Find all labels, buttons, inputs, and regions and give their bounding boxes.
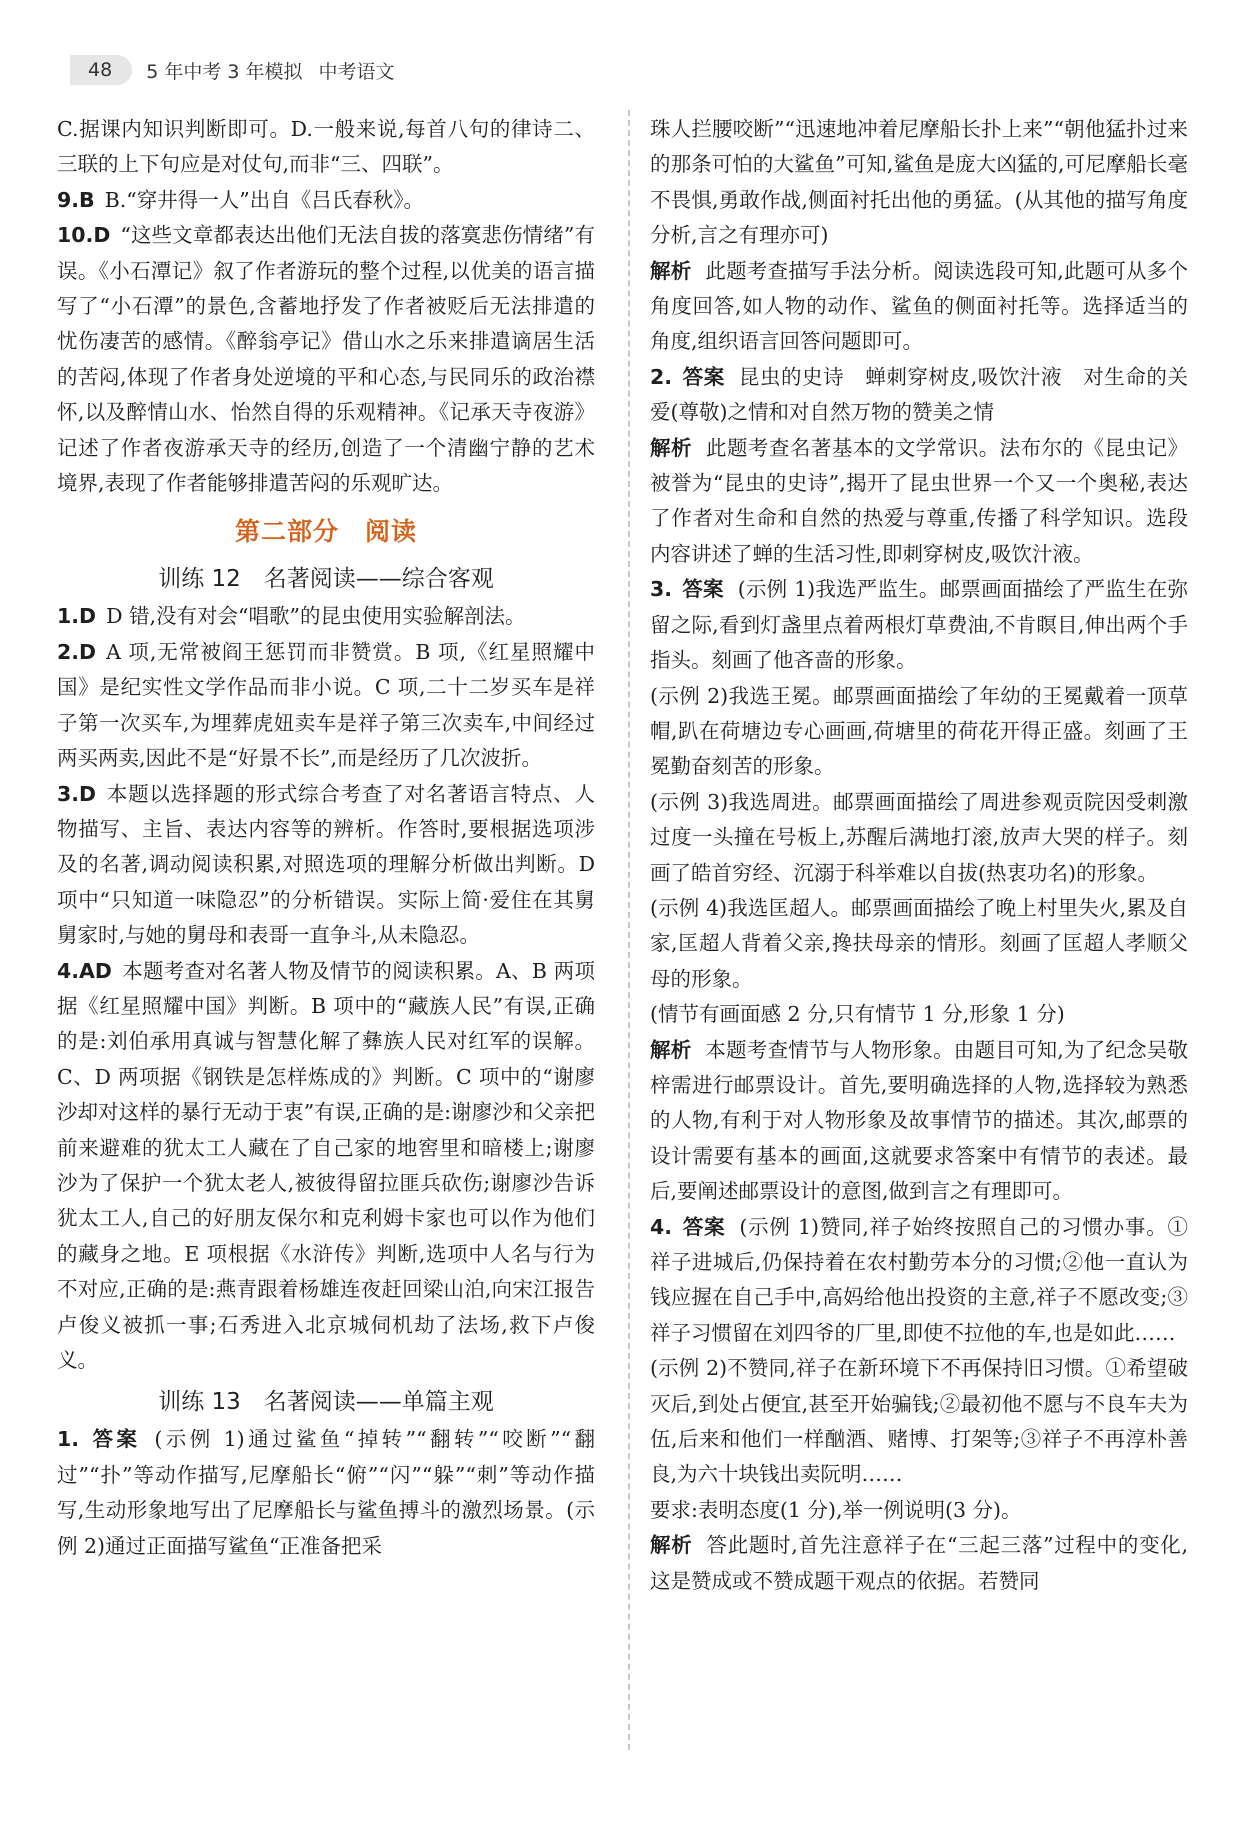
analysis-label: 解析	[650, 1533, 693, 1558]
subject-label: 中考语文	[318, 60, 395, 83]
answer-q2	[650, 360, 1188, 431]
page-number: 48	[70, 55, 132, 85]
answer-label: 答案	[682, 1214, 726, 1239]
answer-q10	[57, 218, 595, 501]
answer-q3-example-3: (示例 3)我选周进。邮票画面描绘了周进参观贡院因受刺激过度一头撞在号板上,苏醒后满地打滚,放声大哭的样子。刻画了皓首穷经、沉溺于科举难以自拔(热衷功名)的形象。	[650, 789, 1188, 885]
answer-number: 1.D	[57, 604, 97, 629]
training-12-q3	[57, 777, 595, 954]
answer-number: 9.B	[57, 187, 95, 212]
answer-q3-example-2: (示例 2)我选王冕。邮票画面描绘了年幼的王冕戴着一顶草帽,趴在荷塘边专心画画,荷塘里的荷花开得正盛。刻画了王冕勤奋刻苦的形象。	[650, 683, 1188, 779]
section-title: 第二部分 阅读	[234, 517, 417, 547]
analysis-label: 解析	[650, 435, 692, 460]
training-12-q4	[57, 954, 595, 1379]
answer-q9	[57, 183, 595, 218]
answer-q4-example-2: (示例 2)不赞同,祥子在新环境下不再保持旧习惯。①希望破灭后,到处占便宜,甚至开始骗钱;②最初他不愿与不良车夫为伍,后来和他们一样酗酒、赌博、打架等;③祥子不再淳朴善良,为六十块钱出卖阮明……	[650, 1356, 1188, 1487]
analysis-label: 解析	[650, 1037, 692, 1062]
answer-text: D 错,没有对会“唱歌”的昆虫使用实验解剖法。	[106, 604, 526, 629]
answer-number: 4.	[650, 1214, 673, 1239]
answer-label: 答案	[89, 1427, 141, 1452]
answer-q3-example-4: (示例 4)我选匡超人。邮票画面描绘了晚上村里失火,累及自家,匡超人背着父亲,搀扶母亲的情形。刻画了匡超人孝顺父母的形象。	[650, 895, 1188, 991]
analysis-text: 答此题时,首先注意祥子在“三起三落”过程中的变化,这是赞成或不赞成题干观点的依据。若赞同	[650, 1533, 1189, 1593]
answer-number: 1.	[57, 1427, 80, 1452]
right-column	[650, 112, 1188, 1599]
analysis-text: 此题考查描写手法分析。阅读选段可知,此题可从多个角度回答,如人物的动作、鲨鱼的侧面衬托等。选择适当的角度,组织语言回答问题即可。	[650, 258, 1189, 354]
answer-label: 答案	[682, 364, 725, 389]
analysis-q3	[650, 1033, 1188, 1210]
answer-text: “这些文章都表达出他们无法自拔的落寞悲伤情绪”有误。《小石潭记》叙了作者游玩的整个过程,以优美的语言描写了“小石潭”的景色,含蓄地抒发了作者被贬后无法排遣的忧伤凄苦的感情。《醉翁亭记》借山水之乐来排遣谪居生活的苦闷,体现了作者身处逆境的平和心态,与民同乐的政治襟怀,以及醉情山水、怡然自得的乐观精神。《记承天寺夜游》记述了作者夜游承天寺的经历,创造了一个清幽宁静的艺术境界,表现了作者能够排遣苦闷的乐观旷达。	[57, 223, 595, 496]
training-12-title: 训练 12 名著阅读——综合客观	[158, 566, 494, 593]
answer-text: A 项,无常被阎王惩罚而非赞赏。B 项,《红星照耀中国》是纪实性文学作品而非小说。C 项,二十二岁买车是祥子第一次买车,为埋葬虎妞卖车是祥子第三次卖车,中间经过两买两卖,因此不是“好景不长”,而是经历了几次波折。	[57, 639, 595, 771]
answer-number: 2.D	[57, 639, 97, 664]
page-header	[70, 52, 395, 88]
answer-text: (示例 1)通过鲨鱼“掉转”“翻转”“咬断”“翻过”“扑”等动作描写,尼摩船长“俯”“闪”“躲”“刺”等动作描写,生动形象地写出了尼摩船长与鲨鱼搏斗的激烈场景。(示例 2)通过正面描写鲨鱼“正准备把采	[57, 1427, 596, 1558]
book-title: 5 年中考 3 年模拟	[146, 60, 303, 83]
training-13-title: 训练 13 名著阅读——单篇主观	[158, 1389, 494, 1416]
analysis-label: 解析	[650, 258, 692, 283]
analysis-q4	[650, 1528, 1188, 1599]
answer-q3-scoring: (情节有画面感 2 分,只有情节 1 分,形象 1 分)	[650, 1002, 1065, 1027]
answer-number: 2.	[650, 364, 673, 389]
column-divider	[628, 110, 630, 1750]
answer-q1-continued: 珠人拦腰咬断”“迅速地冲着尼摩船长扑上来”“朝他猛扑过来的那条可怕的大鲨鱼”可知,鲨鱼是庞大凶猛的,可尼摩船长毫不畏惧,勇敢作战,侧面衬托出他的勇猛。(从其他的描写角度分析,言之有理亦可)	[650, 117, 1188, 248]
answer-text: 本题考查对名著人物及情节的阅读积累。A、B 两项据《红星照耀中国》判断。B 项中的“藏族人民”有误,正确的是:刘伯承用真诚与智慧化解了彝族人民对红军的误解。C、D 两项据《钢铁是怎样炼成的》判断。C 项中的“谢廖沙却对这样的暴行无动于衷”有误,正确的是:谢廖沙和父亲把前来避难的犹太工人藏在了自己家的地窖里和暗楼上;谢廖沙为了保护一个犹太老人,被彼得留拉匪兵砍伤;谢廖沙告诉犹太工人,自己的好朋友保尔和克利姆卡家也可以作为他们的藏身之地。E 项根据《水浒传》判断,选项中人名与行为不对应,正确的是:燕青跟着杨雄连夜赶回梁山泊,向宋江报告卢俊义被抓一事;石秀进入北京城伺机劫了法场,救下卢俊义。	[57, 958, 595, 1372]
training-12-q1	[57, 599, 595, 634]
answer-number: 10.D	[57, 223, 111, 248]
answer-number: 3.D	[57, 781, 97, 806]
answer-text: 本题以选择题的形式综合考查了对名著语言特点、人物描写、主旨、表达内容等的辨析。作答时,要根据选项涉及的名著,调动阅读积累,对照选项的理解分析做出判断。D 项中“只知道一味隐忍”的分析错误。实际上简·爱住在其舅舅家时,与她的舅母和表哥一直争斗,从未隐忍。	[57, 781, 595, 948]
training-13-q1	[57, 1422, 595, 1564]
answer-q8-continued: C.据课内知识判断即可。D.一般来说,每首八句的律诗二、三联的上下句应是对仗句,而非“三、四联”。	[57, 117, 595, 177]
analysis-text: 本题考查情节与人物形象。由题目可知,为了纪念吴敬梓需进行邮票设计。首先,要明确选择的人物,选择较为熟悉的人物,有利于对人物形象及故事情节的描述。其次,邮票的设计需要有基本的画面,这就要求答案中有情节的表述。最后,要阐述邮票设计的意图,做到言之有理即可。	[650, 1037, 1189, 1204]
training-12-q2	[57, 635, 595, 777]
answer-number: 4.AD	[57, 958, 112, 983]
answer-text: B.“穿井得一人”出自《吕氏春秋》。	[104, 187, 424, 212]
analysis-text: 此题考查名著基本的文学常识。法布尔的《昆虫记》被誉为“昆虫的史诗”,揭开了昆虫世界一个又一个奥秘,表达了作者对生命和自然的热爱与尊重,传播了科学知识。选段内容讲述了蝉的生活习性,即刺穿树皮,吸饮汁液。	[650, 435, 1189, 566]
answer-q3	[650, 572, 1188, 678]
analysis-q1	[650, 254, 1188, 360]
analysis-q2	[650, 431, 1188, 573]
answer-text: 昆虫的史诗 蝉刺穿树皮,吸饮汁液 对生命的关爱(尊敬)之情和对自然万物的赞美之情	[650, 364, 1189, 425]
left-column	[57, 112, 595, 1564]
answer-label: 答案	[682, 577, 724, 602]
answer-text: (示例 1)我选严监生。邮票画面描绘了严监生在弥留之际,看到灯盏里点着两根灯草费油,不肯瞑目,伸出两个手指头。刻画了他吝啬的形象。	[650, 577, 1189, 673]
answer-q4	[650, 1210, 1188, 1352]
answer-number: 3.	[650, 577, 673, 602]
answer-text: (示例 1)赞同,祥子始终按照自己的习惯办事。①祥子进城后,仍保持着在农村勤劳本分的习惯;②他一直认为钱应握在自己手中,高妈给他出投资的主意,祥子不愿改变;③祥子习惯留在刘四爷的厂里,即使不拉他的车,也是如此……	[650, 1214, 1188, 1345]
answer-q4-requirement: 要求:表明态度(1 分),举一例说明(3 分)。	[650, 1497, 1022, 1522]
